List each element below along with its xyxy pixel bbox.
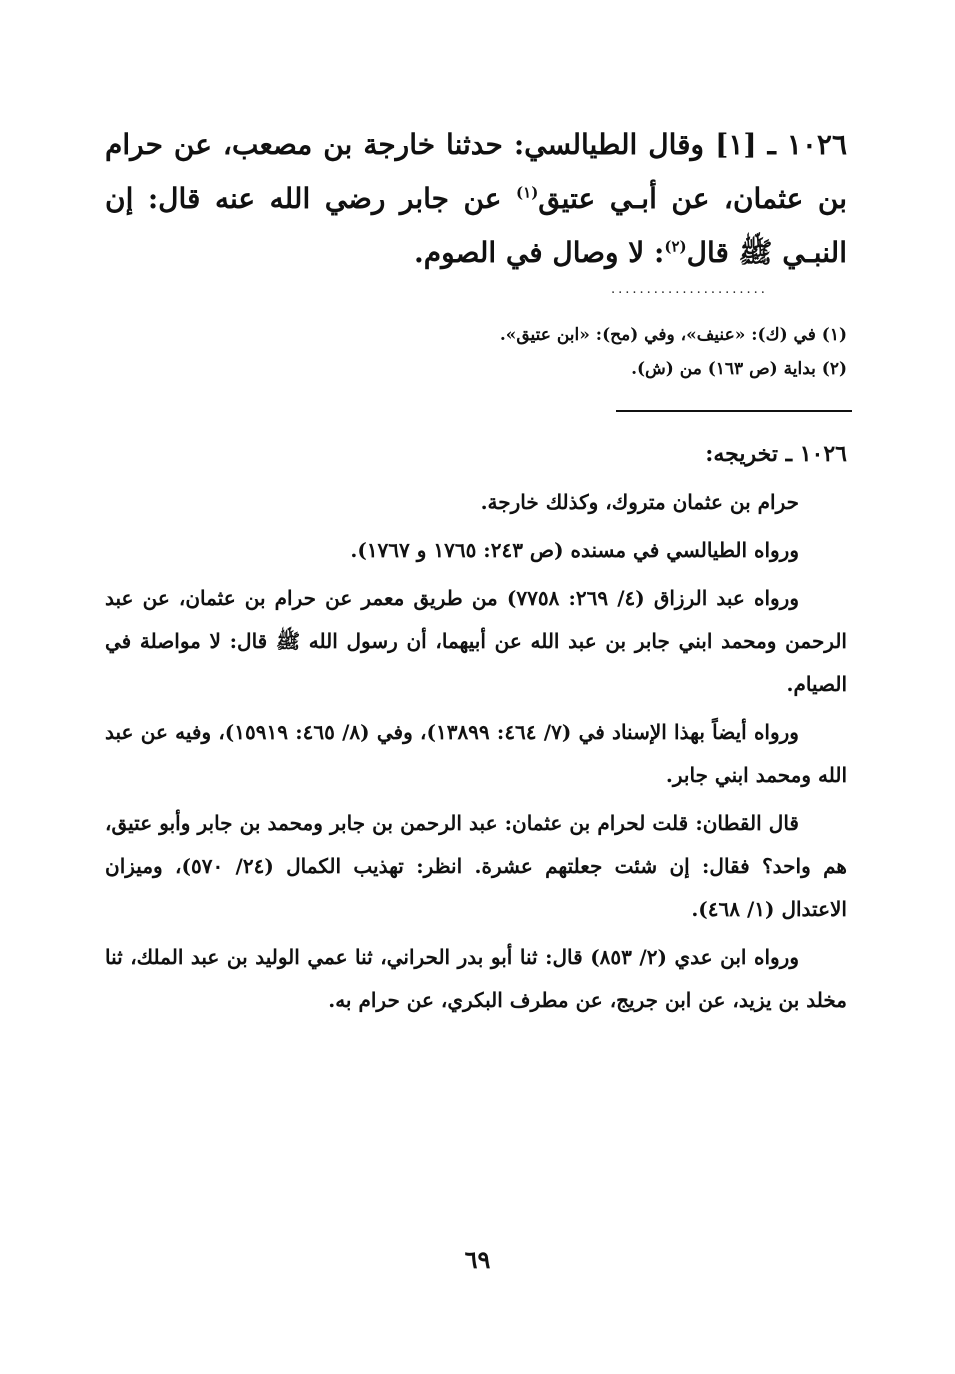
footnote-separator-dots: ......................: [611, 282, 768, 296]
takhrij-heading: ١٠٢٦ ـ تخريجه:: [705, 441, 847, 467]
takhrij-section: [105, 433, 847, 1027]
footnote-ref-2[interactable]: (٢): [664, 237, 687, 256]
page-number: ٦٩: [464, 1245, 491, 1274]
takhrij-paragraph: حرام بن عثمان متروك، وكذلك خارجة.: [480, 490, 799, 514]
hadith-text-part-2: عن جابر رضي الله عنه قال: إن النبـي ﷺ قال: [105, 182, 847, 269]
footnotes: [105, 318, 847, 386]
hadith-text-part-1: ١٠٢٦ ـ [١] وقال الطيالسي: حدثنا خارجة بن مصعب، عن حرام بن عثمان، عن أبـي عتيق: [105, 128, 848, 215]
takhrij-paragraph: ورواه عبد الرزاق (٤/ ٢٦٩: ٧٧٥٨) من طريق معمر عن حرام بن عثمان، عن عبد الرحمن ومحمد ابني جابر بن عبد الله عن أبيهما، أن رسول الله ﷺ قال: لا مواصلة في الصيام.: [105, 586, 847, 696]
hadith-text-part-3: : لا وصال في الصوم.: [414, 236, 665, 269]
section-divider: [616, 410, 852, 412]
hadith-paragraph: [105, 118, 847, 280]
hadith-text: [105, 118, 847, 280]
footnote-2: (٢) بداية (ص ١٦٣) من (ش).: [631, 359, 847, 379]
takhrij-paragraph: قال القطان: قلت لحرام بن عثمان: عبد الرحمن بن جابر ومحمد بن جابر وأبو عتيق، هم واحد؟ فقال: إن شئت جعلتهم عشرة. انظر: تهذيب الكمال (٢٤/ ٥٧٠)، وميزان الاعتدال (١/ ٤٦٨).: [105, 811, 847, 921]
takhrij-paragraph: ورواه الطيالسي في مسنده (ص ٢٤٣: ١٧٦٥ و ١٧٦٧).: [350, 538, 799, 562]
footnote-ref-1[interactable]: (١): [516, 183, 539, 202]
takhrij-paragraph: ورواه ابن عدي (٢/ ٨٥٣) قال: ثنا أبو بدر الحراني، ثنا عمي الوليد بن عبد الملك، ثنا مخلد بن يزيد، عن ابن جريج، عن مطرف البكري، عن حرام به.: [105, 945, 847, 1012]
footnote-1: (١) في (ك): «عنيف»، وفي (مح): «ابن عتيق».: [499, 325, 847, 345]
takhrij-paragraph: ورواه أيضاً بهذا الإسناد في (٧/ ٤٦٤: ١٣٨٩٩)، وفي (٨/ ٤٦٥: ١٥٩١٩)، وفيه عن عبد الله ومحمد ابني جابر.: [105, 720, 847, 787]
